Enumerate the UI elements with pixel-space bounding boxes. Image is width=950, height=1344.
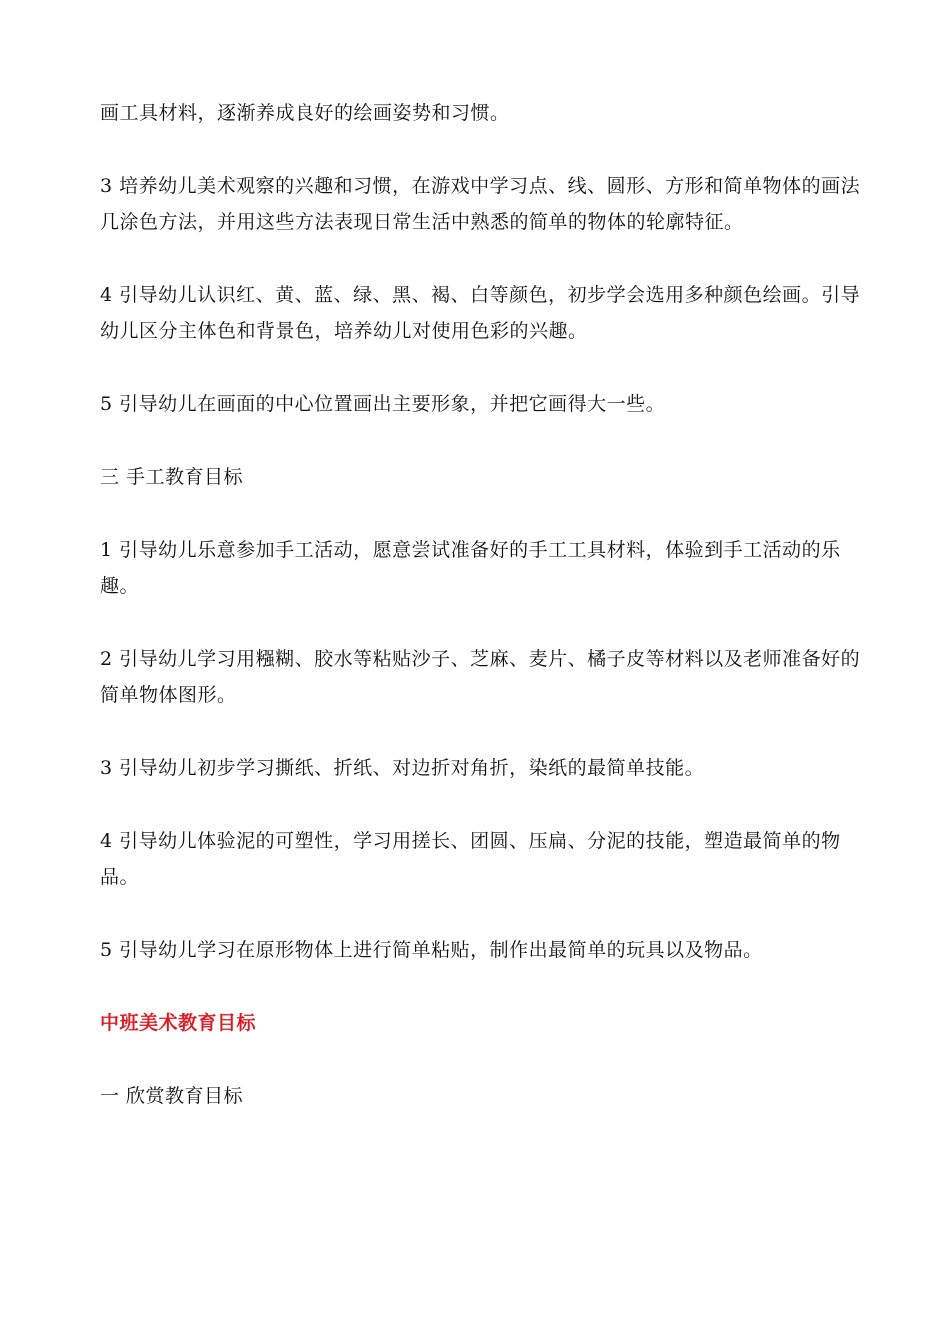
paragraph-color-goal: 4 引导幼儿认识红、黄、蓝、绿、黑、褐、白等颜色，初步学会选用多种颜色绘画。引导幼儿区分主体色和背景色，培养幼儿对使用色彩的兴趣。 — [100, 284, 861, 342]
paragraph-drawing-tools: 画工具材料，逐渐养成良好的绘画姿势和习惯。 — [100, 102, 510, 124]
paragraph-observation-goal: 3 培养幼儿美术观察的兴趣和习惯，在游戏中学习点、线、圆形、方形和简单物体的画法几涂色方法，并用这些方法表现日常生活中熟悉的简单的物体的轮廓特征。 — [100, 175, 861, 233]
paragraph-paper-folding-goal: 3 引导幼儿初步学习撕纸、折纸、对边折对角折，染纸的最简单技能。 — [100, 757, 705, 779]
document-body — [100, 95, 870, 1151]
heading-middle-class-art-goals: 中班美术教育目标 — [100, 1012, 257, 1034]
section-heading-handcraft: 三 手工教育目标 — [100, 466, 244, 488]
paragraph-handcraft-interest: 1 引导幼儿乐意参加手工活动，愿意尝试准备好的手工工具材料，体验到手工活动的乐趣。 — [100, 539, 841, 597]
paragraph-composition-goal: 5 引导幼儿在画面的中心位置画出主要形象，并把它画得大一些。 — [100, 393, 666, 415]
paragraph-pasting-goal: 2 引导幼儿学习用糨糊、胶水等粘贴沙子、芝麻、麦片、橘子皮等材料以及老师准备好的简单物体图形。 — [100, 648, 861, 706]
paragraph-clay-goal: 4 引导幼儿体验泥的可塑性，学习用搓长、团圆、压扁、分泥的技能，塑造最简单的物品。 — [100, 830, 841, 888]
paragraph-toy-making-goal: 5 引导幼儿学习在原形物体上进行简单粘贴，制作出最简单的玩具以及物品。 — [100, 939, 763, 961]
section-heading-appreciation: 一 欣赏教育目标 — [100, 1085, 244, 1107]
